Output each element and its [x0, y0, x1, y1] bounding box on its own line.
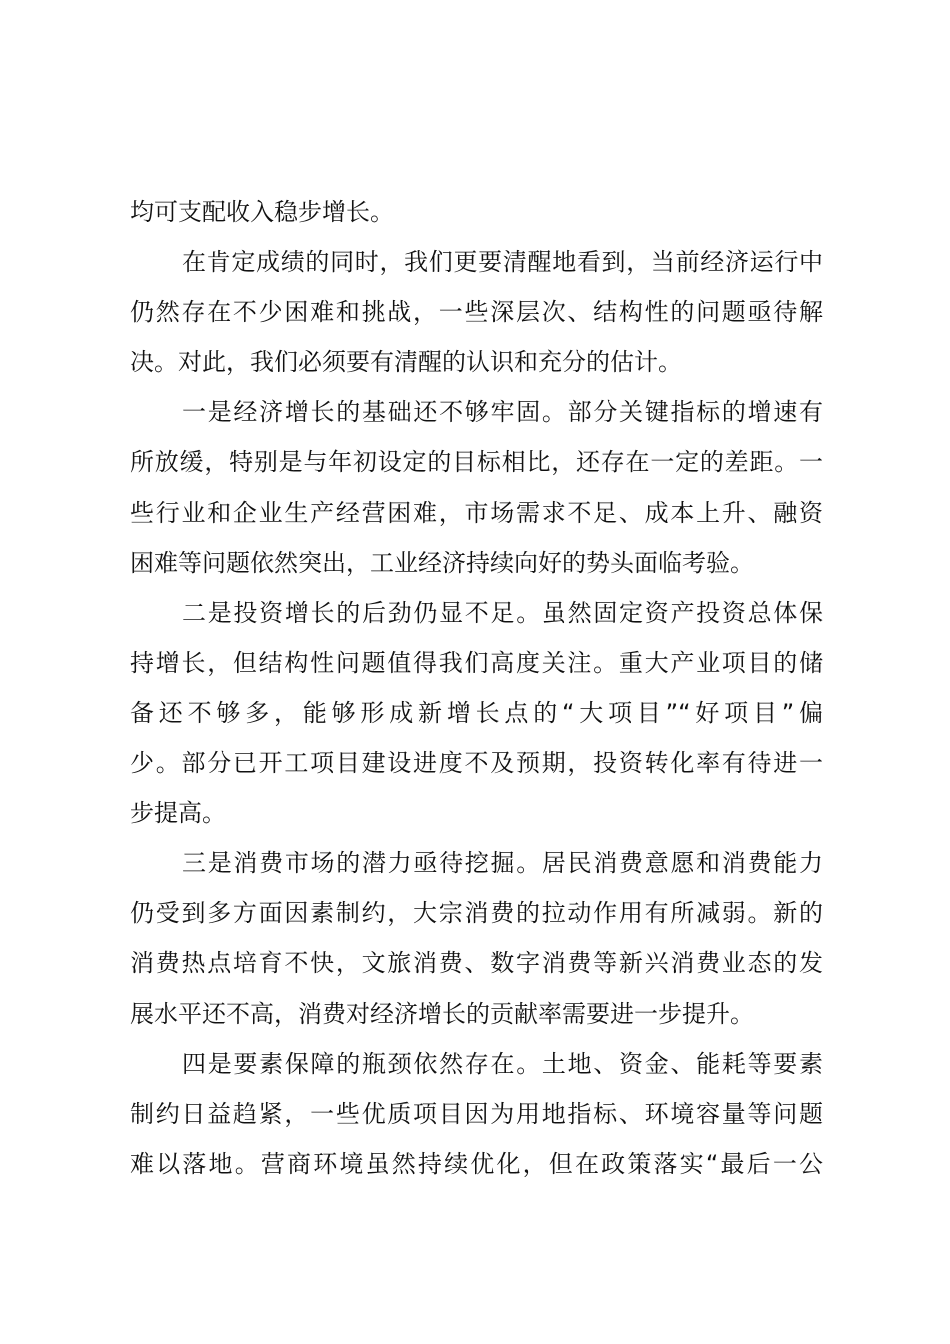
- paragraph: [130, 187, 823, 237]
- text-line: 四是要素保障的瓶颈依然存在。土地、资金、能耗等要素: [182, 1049, 823, 1078]
- text-line: 困难等问题依然突出，工业经济持续向好的势头面临考验。: [130, 548, 754, 577]
- text-line: 一是经济增长的基础还不够牢固。部分关键指标的增速有: [182, 398, 823, 427]
- text-line: 难以落地。营商环境虽然持续优化，但在政策落实“最后一公: [130, 1149, 823, 1178]
- text-line: 均可支配收入稳步增长。: [130, 198, 394, 226]
- text-line: 仍受到多方面因素制约，大宗消费的拉动作用有所减弱。新的: [130, 899, 823, 928]
- text-line: 在肯定成绩的同时，我们更要清醒地看到，当前经济运行中: [182, 248, 823, 277]
- text-line: 仍然存在不少困难和挑战，一些深层次、结构性的问题亟待解: [130, 298, 823, 327]
- document-page: [130, 187, 823, 1189]
- text-line: 展水平还不高，消费对经济增长的贡献率需要进一步提升。: [130, 999, 754, 1028]
- paragraph: [130, 588, 823, 838]
- text-line: 些行业和企业生产经营困难，市场需求不足、成本上升、融资: [130, 498, 823, 527]
- text-line: 制约日益趋紧，一些优质项目因为用地指标、环境容量等问题: [130, 1099, 823, 1128]
- text-line: 少。部分已开工项目建设进度不及预期，投资转化率有待进一: [130, 749, 823, 778]
- text-line: 持增长，但结构性问题值得我们高度关注。重大产业项目的储: [130, 648, 823, 677]
- text-line: 三是消费市场的潜力亟待挖掘。居民消费意愿和消费能力: [182, 849, 823, 878]
- text-line: 消费热点培育不快，文旅消费、数字消费等新兴消费业态的发: [130, 949, 823, 978]
- text-line: 步提高。: [130, 799, 226, 828]
- text-line: 备还不够多，能够形成新增长点的“大项目”“好项目”偏: [130, 698, 823, 727]
- paragraph: [130, 237, 823, 387]
- paragraph: [130, 387, 823, 587]
- paragraph: [130, 1039, 823, 1189]
- text-line: 所放缓，特别是与年初设定的目标相比，还存在一定的差距。一: [130, 448, 823, 477]
- text-line: 二是投资增长的后劲仍显不足。虽然固定资产投资总体保: [182, 598, 823, 627]
- paragraph: [130, 838, 823, 1038]
- text-line: 决。对此，我们必须要有清醒的认识和充分的估计。: [130, 348, 682, 377]
